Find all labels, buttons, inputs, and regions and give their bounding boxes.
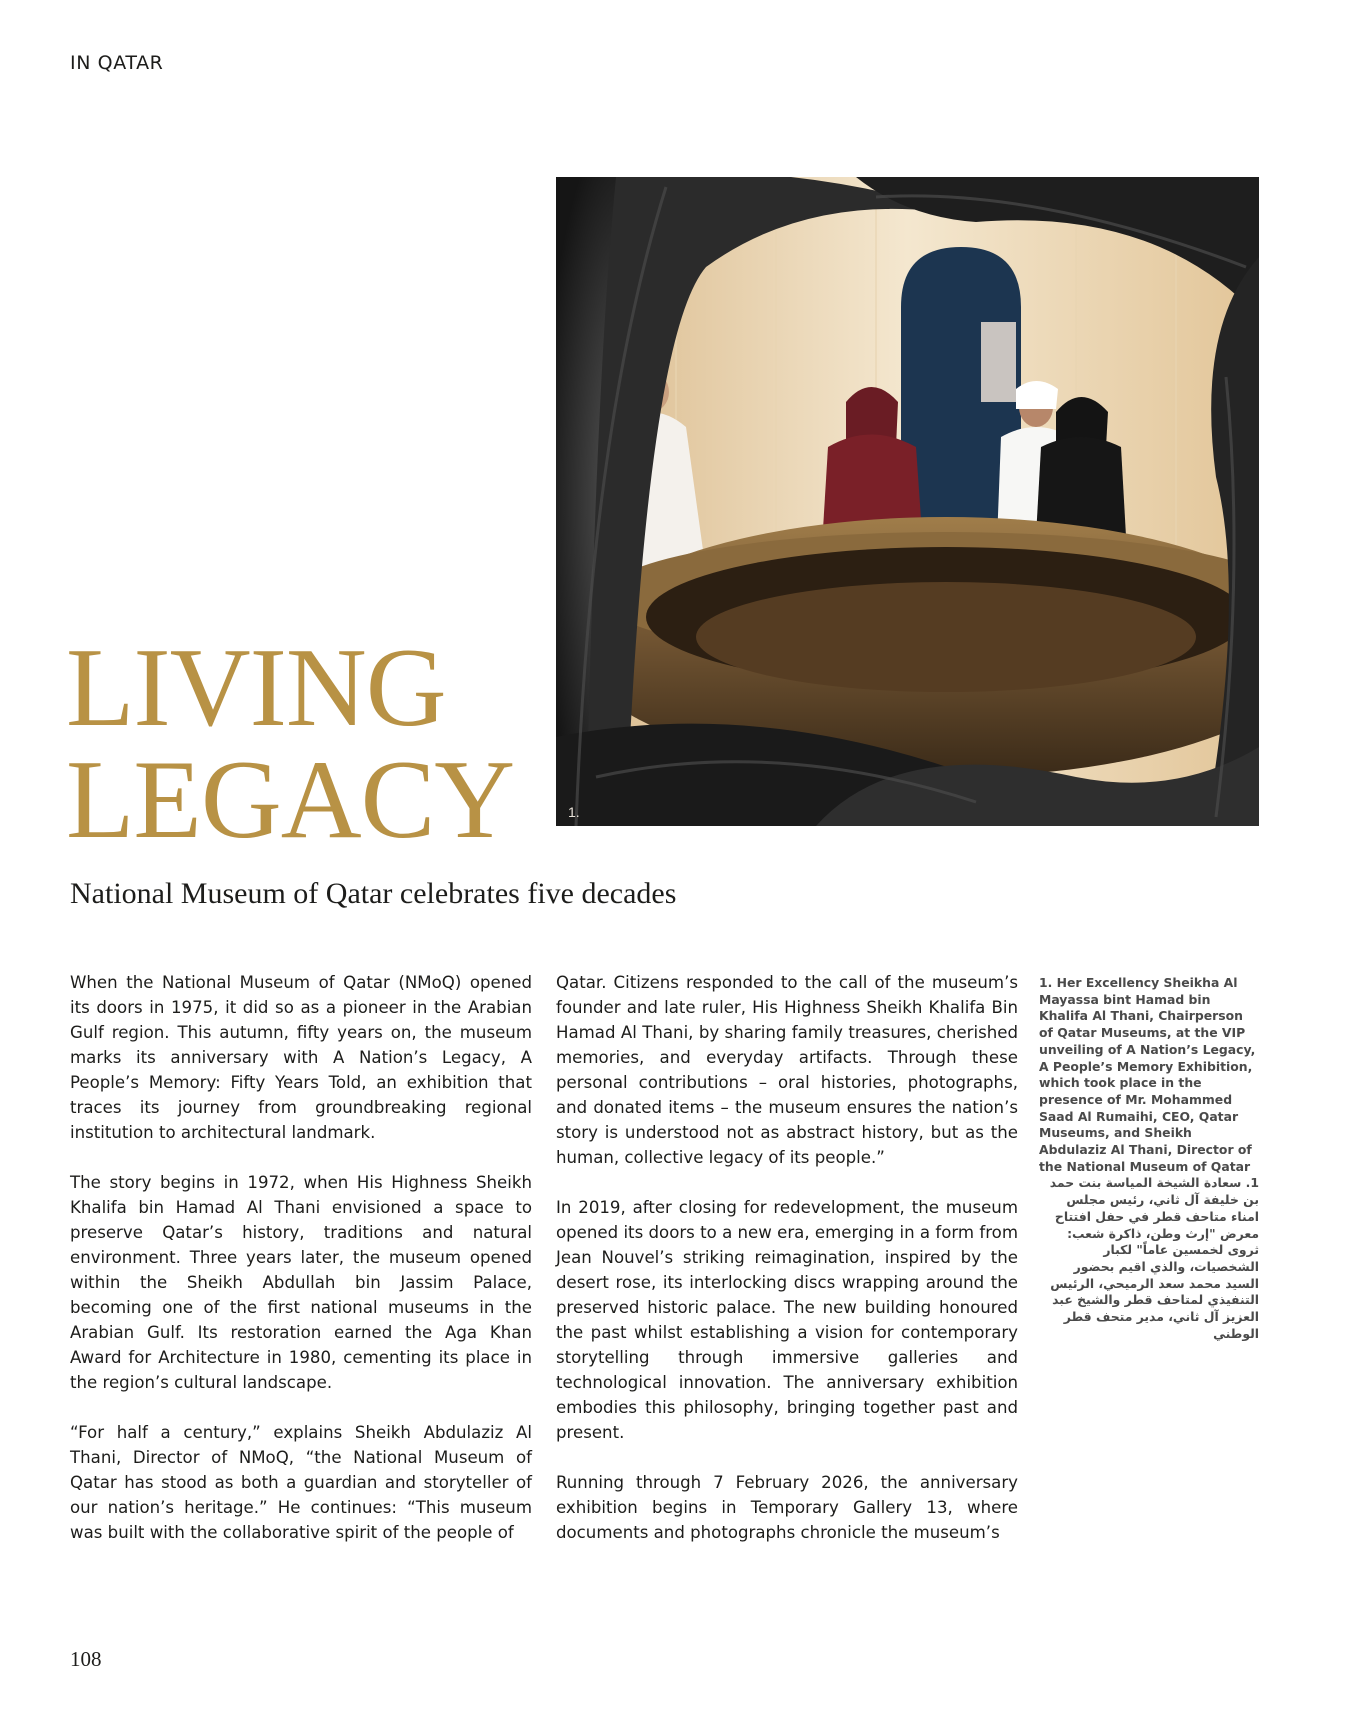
headline-line-1: LIVING: [66, 626, 446, 750]
paragraph: The story begins in 1972, when His Highness Sheikh Khalifa bin Hamad Al Thani envisioned a space to preserve Qatar’s history, traditions and natural environment. Three years later, the museum opened within the Sheikh Abdullah bin Jassim Palace, becoming one of the first national museums in the Arabian Gulf. Its restoration earned the Aga Khan Award for Architecture in 1980, cementing its place in the region’s cultural landscape.: [70, 1173, 532, 1392]
paragraph: “For half a century,” explains Sheikh Abdulaziz Al Thani, Director of NMoQ, “the National Museum of Qatar has stood as both a guardian and storyteller of our nation’s heritage.” He continues: “This museum was built with the collaborative spirit of the people of: [70, 1423, 532, 1542]
page-number: 108: [70, 1647, 102, 1671]
paragraph: Running through 7 February 2026, the anniversary exhibition begins in Temporary Gallery 13, where documents and photographs chronicle the museum’s: [556, 1473, 1018, 1542]
subtitle: National Museum of Qatar celebrates five decades: [70, 877, 677, 910]
museum-visit-photo: [556, 177, 1259, 826]
caption-english: 1. Her Excellency Sheikha Al Mayassa bint Hamad bin Khalifa Al Thani, Chairperson of Qatar Museums, at the VIP unveiling of A Nation’s Legacy, A People’s Memory Exhibition, which took place in the presence of Mr. Mohammed Saad Al Rumaihi, CEO, Qatar Museums, and Sheikh Abdulaziz Al Thani, Director of the National Museum of Qatar: [1039, 975, 1256, 1174]
photo-number: 1.: [568, 804, 580, 820]
section-label: IN QATAR: [70, 52, 164, 74]
photo-caption: [1039, 975, 1259, 1342]
paragraph: In 2019, after closing for redevelopment, the museum opened its doors to a new era, emerging in a form from Jean Nouvel’s striking reimagination, inspired by the desert rose, its interlocking discs wrapping around the preserved historic palace. The new building honoured the past whilst establishing a vision for contemporary storytelling through immersive galleries and technological innovation. The anniversary exhibition embodies this philosophy, bringing together past and present.: [556, 1198, 1018, 1442]
headline: [66, 626, 526, 862]
paragraph: Qatar. Citizens responded to the call of the museum’s founder and late ruler, His Highness Sheikh Khalifa Bin Hamad Al Thani, by sharing family treasures, cherished memories, and everyday artifacts. Through these personal contributions – oral histories, photographs, and donated items – the museum ensures the nation’s story is understood not as abstract history, but as the human, collective legacy of its people.”: [556, 973, 1018, 1167]
caption-arabic: 1. سعادة الشيخة المياسة بنت حمد بن خليفة آل ثاني، رئيس مجلس امناء متاحف قطر في حفل افتتاح معرض "إرث وطن، ذاكرة شعب: ثروى لخمسين عاماً" لكبار الشخصيات، والذي اقيم بحضور السيد محمد سعد الرميحي، الرئيس التنفيذي لمتاحف قطر والشيخ عبد العزيز آل ثاني، مدير متحف قطر الوطني: [1049, 1175, 1259, 1341]
paragraph: When the National Museum of Qatar (NMoQ) opened its doors in 1975, it did so as a pioneer in the Arabian Gulf region. This autumn, fifty years on, the museum marks its anniversary with A Nation’s Legacy, A People’s Memory: Fifty Years Told, an exhibition that traces its journey from groundbreaking regional institution to architectural landmark.: [70, 973, 532, 1142]
body-column-2: [556, 970, 1018, 1570]
feature-photo: [556, 177, 1259, 826]
headline-line-2: LEGACY: [66, 738, 515, 862]
body-column-1: [70, 970, 532, 1570]
